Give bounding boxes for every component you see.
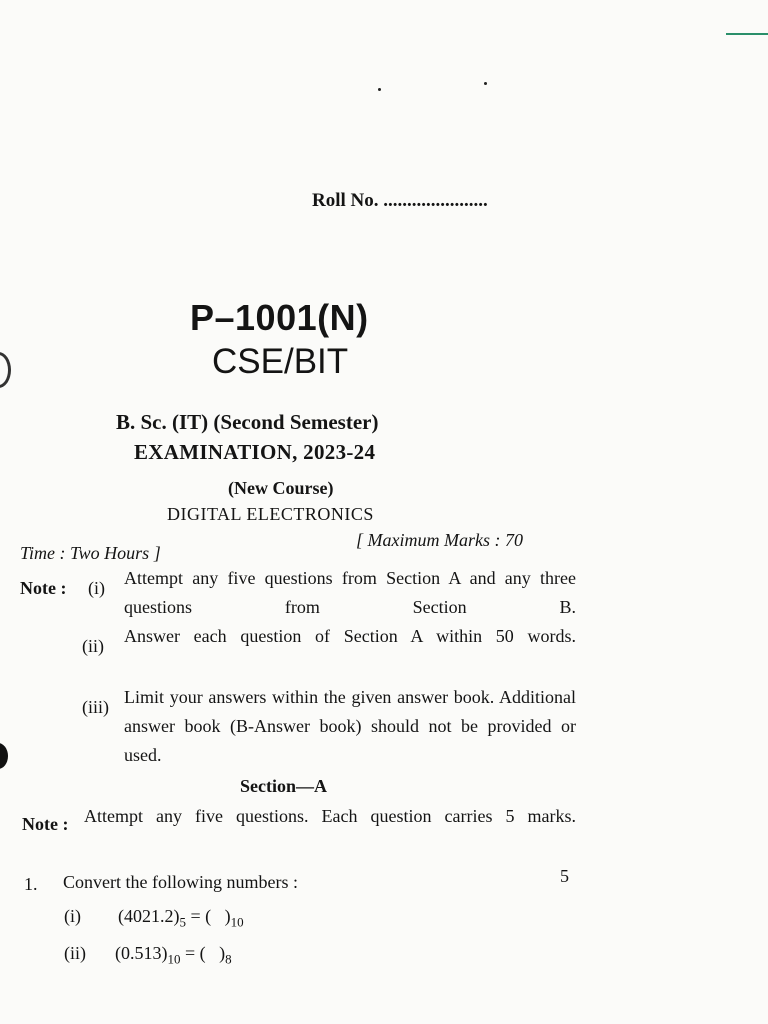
question-part — [64, 943, 232, 968]
part-expression: (0.513) — [115, 943, 168, 963]
section-a-heading: Section—A — [240, 776, 327, 796]
part-label: (i) — [64, 906, 81, 926]
note-item-text: Limit your answers within the given answer book. Additional answer book (B-Answer book) should not be provided or used. — [124, 687, 576, 765]
part-expression: (4021.2) — [118, 906, 180, 926]
note-item-number: (iii) — [82, 697, 109, 717]
part-label: (ii) — [64, 943, 86, 963]
part-equals: = ( ) — [180, 943, 226, 963]
paper-code: P–1001(N) — [190, 297, 369, 338]
course-title: B. Sc. (IT) (Second Semester) — [116, 410, 379, 434]
time-allowed: Time : Two Hours ] — [20, 543, 161, 563]
section-note-text: Attempt any five questions. Each question carries 5 marks. — [84, 806, 576, 826]
question-part — [64, 906, 244, 931]
question-number: 1. — [24, 874, 38, 894]
maximum-marks: [ Maximum Marks : 70 — [356, 530, 523, 550]
base-out: 8 — [225, 951, 232, 967]
speck — [484, 82, 487, 85]
note-item-number: (i) — [88, 578, 105, 598]
scan-edge-mark — [726, 33, 768, 35]
base-in: 10 — [167, 951, 181, 967]
note-item-text: Answer each question of Section A within 50 words. — [124, 626, 576, 646]
question-text: Convert the following numbers : — [63, 872, 298, 892]
part-equals: = ( ) — [186, 906, 231, 926]
subject-title: DIGITAL ELECTRONICS — [167, 504, 374, 524]
course-type: (New Course) — [228, 478, 334, 498]
note-item-text: Attempt any five questions from Section A and any three questions from Section B. — [124, 568, 576, 617]
roll-number-field: Roll No. ...................... — [312, 190, 488, 211]
base-in: 5 — [179, 914, 186, 930]
note-label: Note : — [20, 578, 67, 598]
exam-title: EXAMINATION, 2023-24 — [134, 440, 376, 464]
hole-punch-top — [0, 352, 11, 388]
base-out: 10 — [230, 914, 244, 930]
speck — [378, 88, 381, 91]
question-marks: 5 — [560, 866, 569, 886]
note-item-number: (ii) — [82, 636, 104, 656]
department: CSE/BIT — [212, 342, 349, 381]
section-note-label: Note : — [22, 814, 69, 834]
hole-punch-bottom — [0, 743, 8, 769]
